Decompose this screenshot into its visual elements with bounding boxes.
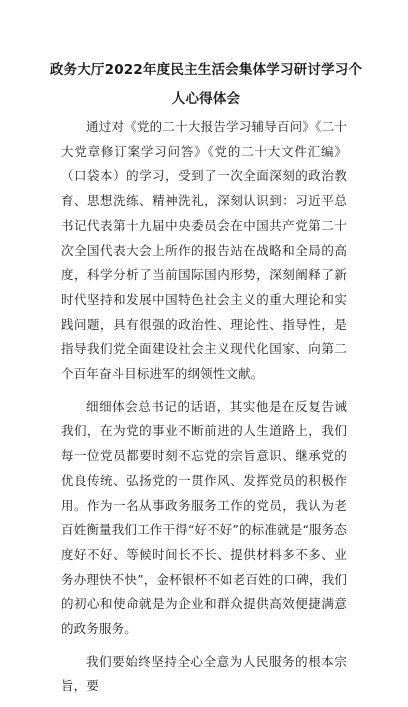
- document-body: [61, 115, 347, 707]
- paragraph: 通过对《党的二十大报告学习辅导百问》《二十大党章修订案学习问答》《党的二十大文件汇编》（口袋本）的学习，受到了一次全面深刻的政治教育、思想洗练、精神洗礼，深刻认识到：习近平总书记代表第十九届中央委员会在中国共产党第二十次全国代表大会上所作的报告站在战略和全局的高度，科学分析了当前国际国内形势，深刻阐释了新时代坚持和发展中国特色社会主义的重大理论和实践问题，具有很强的政治性、理论性、指导性，是指导我们党全面建设社会主义现代化国家、向第二个百年奋斗目标进军的纲领性文献。: [61, 119, 347, 382]
- document-title: 政务大厅2022年度民主生活会集体学习研讨学习个人心得体会: [49, 62, 363, 107]
- paragraph: 细细体会总书记的话语，其实他是在反复告诫我们，在为党的事业不断前进的人生道路上，我们每一位党员都要时刻不忘党的宗旨意识、继承党的优良传统、弘扬党的一贯作风、发挥党员的积极作用。作为一名从事政务服务工作的党员，我认为老百姓衡量我们工作干得“好不好”的标准就是“服务态度好不好、等候时间长不长、提供材料多不多、业务办理快不快”，金杯银杯不如老百姓的口碑，我们的初心和使命就是为企业和群众提供高效便捷满意的政务服务。: [61, 398, 347, 637]
- paragraph: 我们要始终坚持全心全意为人民服务的根本宗旨，要: [61, 653, 347, 694]
